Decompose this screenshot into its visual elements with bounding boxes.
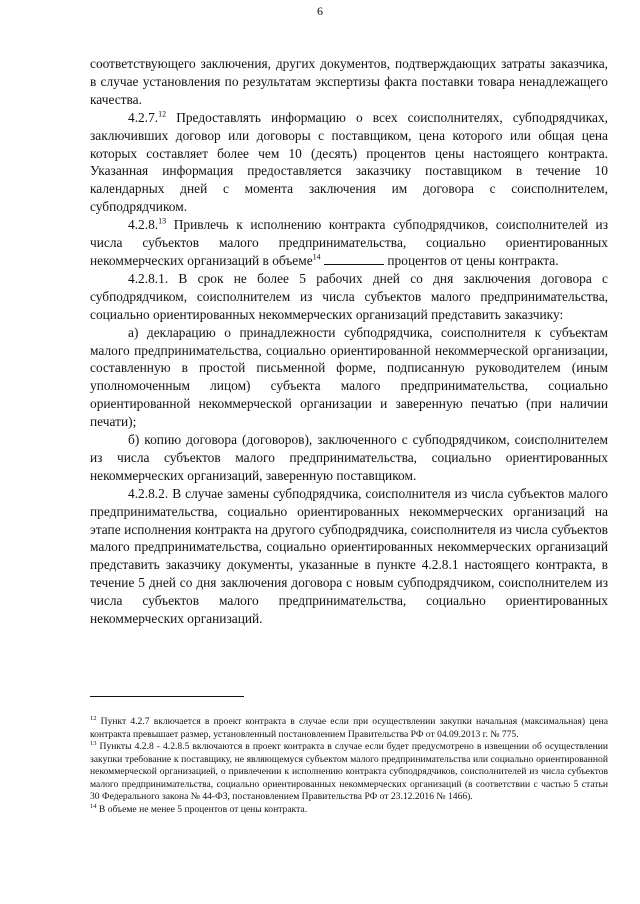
paragraph-item-a: а) декларацию о принадлежности субподрядчика, соисполнителя к субъектам малого предпринимательства, социально ориентированной некоммерческой организации, составленную в простой письменной форме, подписанную руководителем (иным уполномоченным лицом) субъекта малого предпринимательства, социально ориентированной некоммерческой организации и заверенную печатью (при наличии печати); [90, 324, 608, 430]
clause-text: Предоставлять информацию о всех соисполнителях, субподрядчиках, заключивших договор или договоры с поставщиком, цена которого или общая цена которых составляет более чем 10 (десять) процентов цены настоящего контракта. Указанная информация предоставляется заказчику поставщиком в течение 10 календарных дней с момента заключения им договора с соисполнителем, субподрядчиком. [90, 109, 608, 215]
paragraph-4-2-8 [90, 216, 608, 270]
footnote-13 [90, 741, 608, 804]
footnote-ref-14[interactable]: 14 [312, 252, 321, 262]
footnote-separator [90, 696, 244, 697]
footnote-text: Пункт 4.2.7 включается в проект контракта в случае если при осуществлении закупки начальная (максимальная) цена контракта превышает размер, установленный постановлением Правительства РФ от 04.09.2013 г. № 775. [90, 716, 608, 740]
clause-text-end: процентов от цены контракта. [387, 252, 559, 268]
clause-text: Привлечь к исполнению контракта субподрядчиков, соисполнителей из числа субъектов малого предпринимательства, социально ориентированных некоммерческих организаций в объеме [90, 217, 608, 268]
page-number: 6 [317, 4, 323, 18]
clause-number: 4.2.7. [128, 109, 159, 125]
paragraph-4-2-8-1: 4.2.8.1. В срок не более 5 рабочих дней со дня заключения договора с субподрядчиком, соисполнителем из числа субъектов малого предпринимательства, социально ориентированных некоммерческих организаций представить заказчику: [90, 270, 608, 322]
footnote-14 [90, 804, 608, 817]
footnote-ref-12[interactable]: 12 [158, 109, 167, 119]
footnote-ref-13[interactable]: 13 [158, 216, 167, 226]
percent-blank-field [324, 253, 384, 265]
footnote-text: Пункты 4.2.8 - 4.2.8.5 включаются в проект контракта в случае если будет предусмотрено в извещении об осуществлении закупки требование к поставщику, не являющемуся субъектом малого предпринимательства или социально ориентированной некоммерческой организацией, о привлечении к исполнению контракта субподрядчиков, соисполнителей из числа субъектов малого предпринимательства, социально ориентированных некоммерческих организаций (в соответствии с частью 5 статьи 30 Федерального закона № 44-ФЗ, постановлением Правительства РФ от 23.12.2016 № 1466). [90, 741, 608, 802]
clause-number: 4.2.8. [128, 217, 159, 233]
footnote-text: В объеме не менее 5 процентов от цены контракта. [96, 803, 308, 815]
paragraph-4-2-8-2: 4.2.8.2. В случае замены субподрядчика, соисполнителя из числа субъектов малого предпринимательства, социально ориентированных некоммерческих организаций на этапе исполнения контракта на другого субподрядчика, соисполнителя из числа субъектов малого предпринимательства, социально ориентированных некоммерческих организаций представить заказчику документы, указанные в пункте 4.2.8.1 настоящего контракта, в течение 5 дней со дня заключения договора с новым субподрядчиком, соисполнителем из числа субъектов малого предпринимательства, социально ориентированных некоммерческих организаций. [90, 485, 608, 627]
footnote-number: 13 [90, 739, 97, 747]
paragraph-continuation: соответствующего заключения, других документов, подтверждающих затраты заказчика, в случае установления по результатам экспертизы факта поставки товара ненадлежащего качества. [90, 56, 608, 107]
paragraph-4-2-7 [90, 109, 608, 216]
footnote-number: 12 [90, 714, 97, 722]
footnotes [90, 716, 608, 816]
footnote-12 [90, 716, 608, 741]
contract-body [90, 55, 608, 628]
paragraph-item-b: б) копию договора (договоров), заключенного с субподрядчиком, соисполнителем из числа субъектов малого предпринимательства, социально ориентированных некоммерческих организаций, заверенную поставщиком. [90, 432, 608, 483]
footnote-number: 14 [90, 802, 97, 810]
